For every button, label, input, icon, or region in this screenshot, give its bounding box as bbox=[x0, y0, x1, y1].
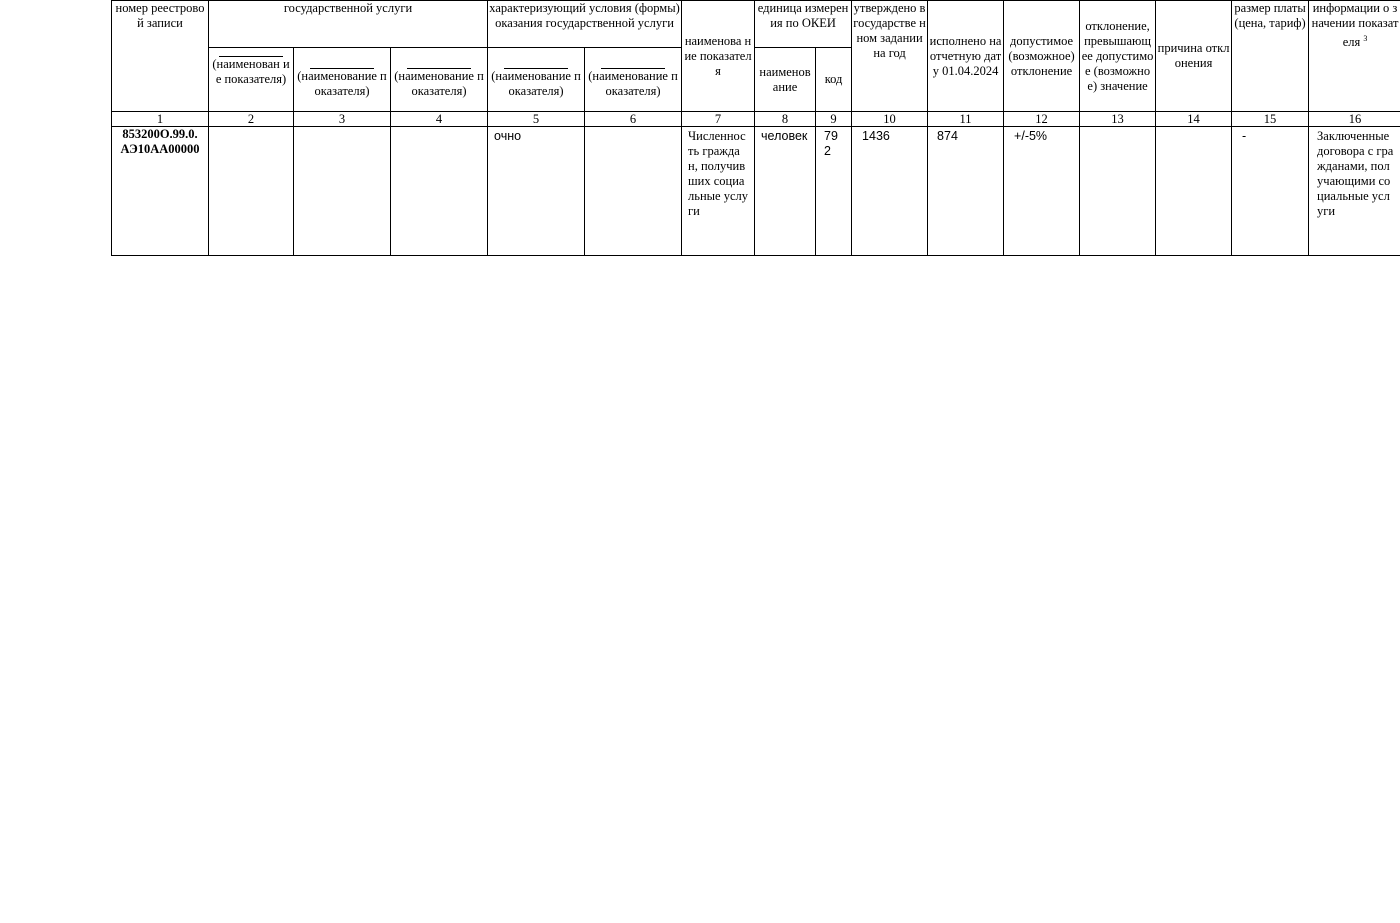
column-number: 11 bbox=[928, 112, 1004, 127]
header-deviation-over: отклонение, превышающ ее допустимое (возможное) значение bbox=[1080, 1, 1156, 112]
deviation-over-cell bbox=[1080, 127, 1156, 256]
column-number: 10 bbox=[852, 112, 928, 127]
header-unit-code: код bbox=[816, 48, 852, 112]
header-unit-name: наименов ание bbox=[755, 48, 816, 112]
header-info-text: информации о значении показателя bbox=[1311, 1, 1399, 50]
payment-cell: - bbox=[1232, 127, 1309, 256]
column-number: 9 bbox=[816, 112, 852, 127]
info-source-cell: Заключенные договора с гражданами, получающими социальные услуги bbox=[1309, 127, 1400, 256]
registry-number-cell: 853200О.99.0.АЭ10АА00000 bbox=[112, 127, 209, 256]
service-indicator-cell bbox=[294, 127, 391, 256]
column-number: 3 bbox=[294, 112, 391, 127]
column-number: 8 bbox=[755, 112, 816, 127]
header-registry-number: номер реестровой записи bbox=[112, 1, 209, 112]
header-sub-col3-label: (наименование показателя) bbox=[297, 69, 387, 98]
header-service-group: государственной услуги bbox=[209, 1, 488, 48]
column-number: 4 bbox=[391, 112, 488, 127]
header-sub-col5-label: (наименование показателя) bbox=[491, 69, 581, 98]
report-sheet bbox=[111, 0, 1400, 256]
column-number: 12 bbox=[1004, 112, 1080, 127]
indicator-name-cell: Численность граждан, получивших социальные услуги bbox=[682, 127, 755, 256]
header-info-footnote: 3 bbox=[1363, 34, 1368, 43]
column-number: 5 bbox=[488, 112, 585, 127]
table-row bbox=[112, 127, 1400, 256]
condition-indicator-cell bbox=[585, 127, 682, 256]
header-conditions-group: характеризующий условия (формы) оказания государственной услуги bbox=[488, 1, 682, 48]
column-number: 2 bbox=[209, 112, 294, 127]
header-sub-col3 bbox=[294, 48, 391, 112]
column-number: 16 bbox=[1309, 112, 1400, 127]
header-sub-col2-label: (наименован ие показателя) bbox=[212, 57, 290, 86]
header-executed: исполнено на отчетную дату 01.04.2024 bbox=[928, 1, 1004, 112]
header-sub-col5 bbox=[488, 48, 585, 112]
approved-value-cell: 1436 bbox=[852, 127, 928, 256]
state-assignment-report-table bbox=[111, 0, 1400, 256]
header-approved: утверждено в государстве нном задании на год bbox=[852, 1, 928, 112]
column-number: 13 bbox=[1080, 112, 1156, 127]
header-indicator-name: наименова ние показателя bbox=[682, 1, 755, 112]
executed-value-cell: 874 bbox=[928, 127, 1004, 256]
column-number: 7 bbox=[682, 112, 755, 127]
unit-name-cell: человек bbox=[755, 127, 816, 256]
header-info bbox=[1309, 1, 1400, 112]
header-allowed-deviation: допустимое (возможное) отклонение bbox=[1004, 1, 1080, 112]
header-deviation-reason: причина отклонения bbox=[1156, 1, 1232, 112]
column-number: 14 bbox=[1156, 112, 1232, 127]
service-indicator-cell bbox=[209, 127, 294, 256]
header-payment: размер платы (цена, тариф) bbox=[1232, 1, 1309, 112]
column-number: 1 bbox=[112, 112, 209, 127]
service-indicator-cell bbox=[391, 127, 488, 256]
unit-code-cell: 792 bbox=[816, 127, 852, 256]
header-sub-col6-label: (наименование показателя) bbox=[588, 69, 678, 98]
header-sub-col4 bbox=[391, 48, 488, 112]
column-number-row bbox=[112, 112, 1400, 127]
header-row-top bbox=[112, 1, 1400, 48]
header-sub-col4-label: (наименование показателя) bbox=[394, 69, 484, 98]
allowed-deviation-cell: +/-5% bbox=[1004, 127, 1080, 256]
header-sub-col2 bbox=[209, 48, 294, 112]
service-form-cell: очно bbox=[488, 127, 585, 256]
header-sub-col6 bbox=[585, 48, 682, 112]
column-number: 6 bbox=[585, 112, 682, 127]
deviation-reason-cell bbox=[1156, 127, 1232, 256]
column-number: 15 bbox=[1232, 112, 1309, 127]
header-unit-group: единица измерения по ОКЕИ bbox=[755, 1, 852, 48]
